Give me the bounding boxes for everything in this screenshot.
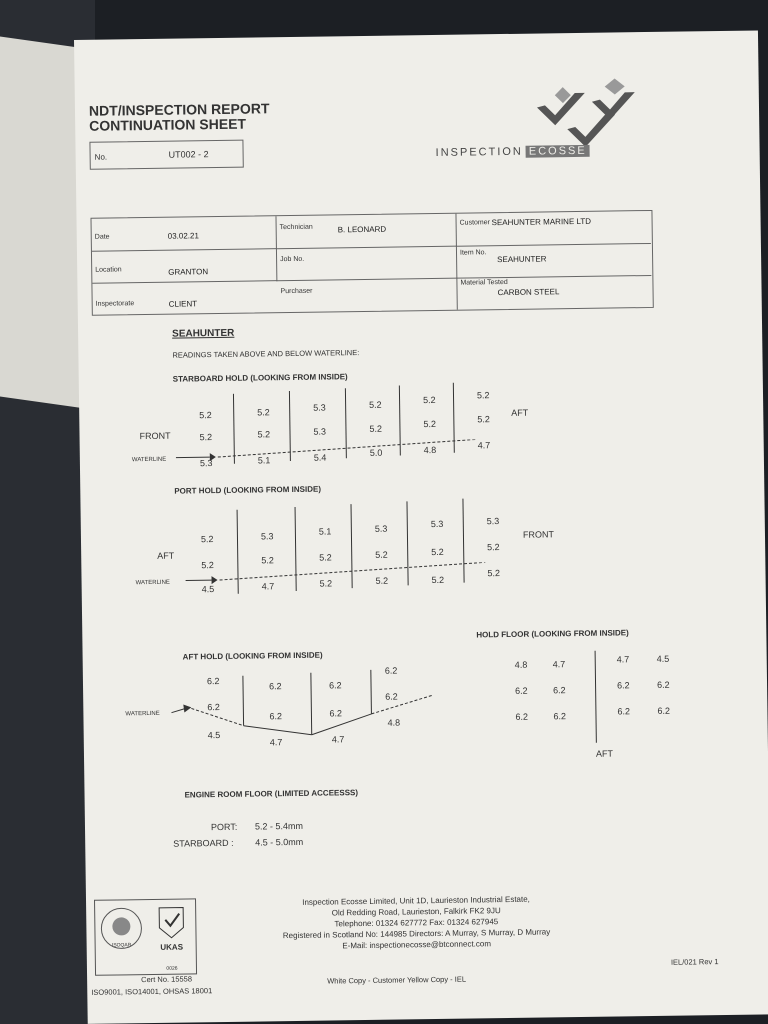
report-sheet bbox=[74, 30, 768, 1023]
report-number-label: No. bbox=[94, 152, 108, 162]
floor-reading-right: 4.5 bbox=[656, 653, 670, 664]
inspectorate-label: Inspectorate bbox=[95, 300, 135, 308]
floor-reading-left: 6.2 bbox=[515, 711, 529, 722]
starboard-reading: 5.2 bbox=[422, 394, 436, 406]
port-reading: 4.7 bbox=[261, 581, 275, 592]
floor-aft-label: AFT bbox=[595, 748, 614, 759]
vessel-heading: SEAHUNTER bbox=[172, 327, 235, 340]
starboard-reading: 5.1 bbox=[257, 455, 271, 466]
port-reading: 5.2 bbox=[200, 534, 214, 545]
aft-value: 4.7 bbox=[269, 737, 283, 748]
engine-starboard-value: 4.5 - 5.0mm bbox=[255, 836, 304, 848]
location-label: Location bbox=[95, 266, 122, 274]
ukas-number-text: 0026 bbox=[166, 965, 178, 972]
technician-value: B. LEONARD bbox=[337, 224, 387, 235]
port-reading: 5.2 bbox=[375, 575, 389, 586]
purchaser-label: Purchaser bbox=[280, 287, 313, 296]
registration-line: Registered in Scotland No: 144985 Directors: A Murray, S Murray, D Murray bbox=[282, 927, 551, 941]
isoqar-mark-text: ISOQAR bbox=[111, 942, 132, 949]
address-line-2: Old Redding Road, Laurieston, Falkirk FK2 9JU bbox=[331, 906, 501, 918]
port-reading: 5.2 bbox=[319, 552, 332, 563]
starboard-reading: 5.2 bbox=[477, 414, 490, 425]
report-number-value: UT002 - 2 bbox=[168, 149, 209, 160]
starboard-section-divider bbox=[345, 388, 347, 458]
port-reading: 5.3 bbox=[430, 518, 444, 530]
company-address bbox=[266, 893, 567, 952]
starboard-section-divider bbox=[453, 383, 455, 453]
floor-reading-right: 6.2 bbox=[656, 679, 670, 690]
job-label: Job No. bbox=[280, 255, 305, 264]
floor-grid bbox=[74, 30, 758, 40]
inspectorate-value: CLIENT bbox=[168, 299, 198, 309]
port-reading: 5.2 bbox=[487, 568, 501, 579]
starboard-reading: 5.2 bbox=[257, 429, 271, 440]
cell-customer bbox=[455, 211, 650, 247]
floor-reading-right: 6.2 bbox=[617, 706, 631, 717]
floor-reading-left: 4.8 bbox=[514, 659, 528, 670]
port-section-divider bbox=[462, 499, 464, 583]
starboard-reading: 5.4 bbox=[313, 452, 327, 463]
port-reading: 5.2 bbox=[319, 578, 333, 589]
port-front-label: FRONT bbox=[522, 529, 555, 540]
readings-intro: READINGS TAKEN ABOVE AND BELOW WATERLINE: bbox=[172, 348, 360, 360]
starboard-reading: 5.2 bbox=[369, 399, 382, 410]
starboard-heading: STARBOARD HOLD (LOOKING FROM INSIDE) bbox=[172, 372, 348, 384]
port-reading: 5.3 bbox=[486, 516, 500, 527]
starboard-front-label: FRONT bbox=[139, 430, 171, 442]
starboard-reading: 5.2 bbox=[423, 418, 436, 430]
starboard-reading: 5.3 bbox=[199, 458, 213, 469]
port-reading: 5.1 bbox=[318, 526, 332, 537]
aft-value: 6.2 bbox=[329, 708, 343, 719]
aft-value: 6.2 bbox=[206, 676, 220, 687]
port-waterline-label: WATERLINE bbox=[135, 579, 170, 587]
starboard-reading: 5.0 bbox=[369, 447, 383, 458]
engine-port-value: 5.2 - 5.4mm bbox=[254, 820, 304, 832]
aft-hold-heading: AFT HOLD (LOOKING FROM INSIDE) bbox=[182, 650, 323, 662]
starboard-section-divider bbox=[399, 385, 401, 455]
title-line-1: NDT/INSPECTION REPORT bbox=[88, 100, 270, 119]
logo-text-inspection: INSPECTION bbox=[435, 145, 523, 159]
engine-port-label: PORT: bbox=[210, 821, 238, 833]
aft-value: 4.5 bbox=[207, 730, 221, 741]
port-section-divider bbox=[351, 504, 353, 588]
floor-reading-left: 4.7 bbox=[552, 659, 566, 670]
starboard-reading: 5.3 bbox=[313, 402, 326, 413]
engine-heading: ENGINE ROOM FLOOR (LIMITED ACCEESSS) bbox=[184, 788, 359, 800]
customer-label: Customer bbox=[459, 219, 490, 227]
date-value: 03.02.21 bbox=[167, 231, 199, 241]
hold-floor-heading: HOLD FLOOR (LOOKING FROM INSIDE) bbox=[476, 628, 629, 640]
floor-reading-left: 6.2 bbox=[553, 711, 567, 722]
port-section-divider bbox=[406, 501, 408, 585]
aft-value: 4.7 bbox=[331, 734, 345, 745]
starboard-aft-label: AFT bbox=[511, 407, 529, 418]
cell-job bbox=[276, 246, 457, 282]
aft-value: 6.2 bbox=[385, 691, 398, 702]
address-line-1: Inspection Ecosse Limited, Unit 1D, Laurieston Industrial Estate, bbox=[302, 894, 530, 907]
starboard-reading: 5.3 bbox=[313, 426, 327, 437]
floor-reading-right: 6.2 bbox=[657, 705, 671, 716]
port-reading: 5.2 bbox=[431, 546, 444, 558]
location-value: GRANTON bbox=[168, 267, 209, 277]
starboard-reading: 5.2 bbox=[257, 407, 270, 418]
port-reading: 5.2 bbox=[487, 542, 500, 553]
starboard-reading: 5.2 bbox=[476, 390, 490, 401]
port-aft-label: AFT bbox=[157, 550, 175, 561]
cert-number: Cert No. 15558 bbox=[141, 974, 193, 985]
floor-reading-right: 4.7 bbox=[616, 654, 630, 665]
port-section-divider bbox=[295, 507, 297, 591]
aft-value: 4.8 bbox=[387, 717, 401, 728]
port-section-divider bbox=[237, 510, 239, 594]
starboard-reading: 4.7 bbox=[477, 440, 491, 451]
info-table bbox=[90, 210, 653, 316]
aft-value: 6.2 bbox=[207, 702, 220, 713]
company-logo-text bbox=[436, 145, 590, 159]
port-grid bbox=[74, 30, 758, 40]
port-reading: 5.2 bbox=[431, 574, 445, 586]
certification-seals-icon bbox=[95, 899, 196, 974]
aft-value: 6.2 bbox=[328, 680, 342, 691]
floor-reading-left: 6.2 bbox=[515, 685, 528, 696]
starboard-waterline-label: WATERLINE bbox=[131, 456, 167, 464]
floor-reading-left: 6.2 bbox=[553, 685, 566, 696]
logo-text-ecosse: ECOSSE bbox=[526, 145, 590, 158]
starboard-reading: 4.8 bbox=[423, 444, 437, 456]
starboard-section-divider bbox=[289, 391, 291, 461]
title-line-2: CONTINUATION SHEET bbox=[89, 115, 247, 134]
port-heading: PORT HOLD (LOOKING FROM INSIDE) bbox=[174, 484, 322, 496]
ukas-mark-text: UKAS bbox=[160, 942, 184, 952]
technician-label: Technician bbox=[279, 223, 313, 232]
starboard-reading: 5.2 bbox=[199, 410, 212, 421]
floor-reading-right: 6.2 bbox=[616, 680, 630, 691]
port-reading: 5.2 bbox=[201, 560, 214, 571]
cell-purchaser bbox=[276, 278, 457, 313]
floor-divider bbox=[595, 651, 597, 743]
starboard-grid bbox=[74, 30, 758, 40]
engine-starboard-label: STARBOARD : bbox=[173, 837, 234, 849]
starboard-section-divider bbox=[233, 394, 235, 464]
date-label: Date bbox=[94, 233, 110, 241]
previous-page-edge bbox=[0, 32, 80, 407]
item-label: Item No. bbox=[459, 249, 487, 257]
port-reading: 5.3 bbox=[374, 523, 388, 534]
aft-waterline-label: WATERLINE bbox=[125, 710, 160, 718]
starboard-reading: 5.2 bbox=[369, 423, 383, 434]
port-reading: 4.5 bbox=[201, 584, 215, 595]
certification-logos bbox=[94, 898, 197, 975]
report-title bbox=[89, 101, 270, 134]
material-label: Material Tested bbox=[460, 278, 508, 287]
copy-distribution: White Copy - Customer Yellow Copy - IEL bbox=[327, 974, 467, 986]
aft-value: 6.2 bbox=[269, 711, 283, 722]
aft-value: 6.2 bbox=[384, 665, 398, 676]
customer-value: SEAHUNTER MARINE LTD bbox=[491, 216, 592, 228]
starboard-reading: 5.2 bbox=[199, 432, 213, 443]
iso-standards: ISO9001, ISO14001, OHSAS 18001 bbox=[91, 986, 213, 997]
material-value: CARBON STEEL bbox=[497, 287, 560, 298]
email-line: E-Mail: inspectionecosse@btconnect.com bbox=[342, 939, 492, 951]
report-number-box bbox=[89, 140, 243, 170]
revision-number: IEL/021 Rev 1 bbox=[670, 957, 719, 967]
port-reading: 5.2 bbox=[261, 555, 274, 566]
contact-line: Telephone: 01324 627772 Fax: 01324 627945 bbox=[334, 917, 499, 929]
aft-value: 6.2 bbox=[268, 681, 282, 692]
port-reading: 5.2 bbox=[375, 549, 388, 560]
port-reading: 5.3 bbox=[260, 531, 274, 542]
item-value: SEAHUNTER bbox=[497, 254, 547, 265]
